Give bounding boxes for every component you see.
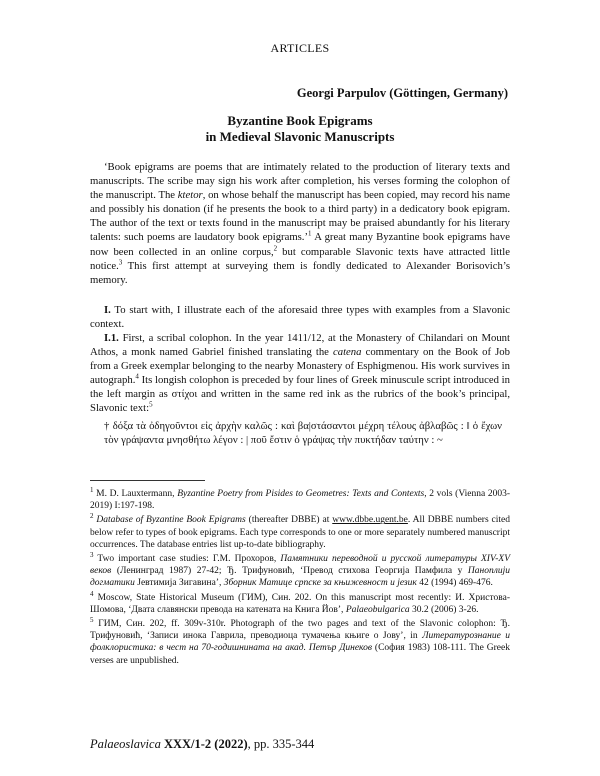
catena-term: catena xyxy=(333,346,362,359)
page-range: , pp. 335-344 xyxy=(247,737,315,751)
greek-verse-quote: † δόξα τὰ ὀδηγοῦντοι εἰς ἀρχὴν καλῶς : καὶ βα|στάσαντοι μέχρη τέλους ἀβλαβῶς : ‖ ὁ ἔχων τὸν γράψαντα μνησθήτω λέγον : | ποῦ ἔστιν ὁ γράψας τὴν πυκτήδαν ταύτην : ~ xyxy=(104,420,502,447)
footnote-3: $^3$ Two important case studies: Г.М. Прохоров, Памятники переводной и русской литературы XIV-XV веков (Ленинград 1987) 27-42; Ђ. Трифуновић, ‘Превод стихова Георгија Памфила у Паноплији догматики Јевтимија Зигавина’, Зборник Матице српске за књижевност и језик 42 (1994) 469-476. xyxy=(90,550,510,589)
footnote-2: $^2$ Database of Byzantine Book Epigrams (thereafter DBBE) at www.dbbe.ugent.be. All DBBE numbers cited below refer to types of book epigrams. Each type corresponds to one or more separately numbered manuscript occurrences. The database entries list up-to-date bibliography. xyxy=(90,512,511,550)
section-1-1-paragraph: I.1. First, a scribal colophon. In the year 1411/12, at the Monastery of Chilandari on Mount Athos, a monk named Gabriel finished translating the catena commentary on the Book of Job from a Greek exemplar belonging to the nearby Monastery of Esphigmenou. His work survives in autograph.$^4$ Its longish colophon is preceded by four lines of Greek minuscule script introduced in the left margin as στίχοι and written in the same red ink as the rubrics of the book’s principal, Slavonic text:$^5$ xyxy=(90,332,510,415)
ktetor-term: ktetor xyxy=(177,189,203,202)
footnote-ref-3[interactable]: 3 xyxy=(118,258,123,267)
footnote-ref-2[interactable]: 2 xyxy=(273,244,278,252)
footnote-divider xyxy=(90,480,205,481)
running-header: ARTICLES xyxy=(270,41,330,55)
footnote-ref-4[interactable]: 4 xyxy=(135,372,139,381)
section-1-paragraph: I. To start with, I illustrate each of the aforesaid three types with examples from a Slavonic context. xyxy=(90,304,510,331)
title-line-1: Byzantine Book Epigrams xyxy=(227,113,373,128)
section-1-label: I. xyxy=(104,304,111,316)
footnote-5: $^5$ ГИМ, Син. 202, ff. 309v-310r. Photograph of the two pages and text of the Slavonic colophon: Ђ. Трифуновић, ‘Записи инока Гаврила, преводиоца тумачења књиге о Јову’, in Литературознание и фолклористика: в чест на 70-годишнината на акад. Петър Динеков (София 1983) 108-111. The Greek verses are unpublished. xyxy=(90,615,510,666)
author-line: Georgi Parpulov (Göttingen, Germany) xyxy=(296,86,508,100)
journal-name: Palaeoslavica xyxy=(90,737,161,751)
journal-footer xyxy=(90,737,314,752)
footnote-4: $^4$ Moscow, State Historical Museum (ГИМ), Син. 202. On this manuscript most recently: И. Христова-Шомова, ‘Двата славянски превода на катената на Книга Йов’, Palaeobulgarica 30.2 (2006) 3-26. xyxy=(90,589,510,615)
footnote-ref-1[interactable]: 1 xyxy=(308,229,312,238)
dbbe-link[interactable]: www.dbbe.ugent.be xyxy=(332,515,408,526)
journal-volume: XXX/1-2 (2022) xyxy=(160,737,248,751)
footnotes xyxy=(90,485,511,669)
article-title xyxy=(0,113,600,145)
intro-paragraph: ‘Book epigrams are poems that are intimately related to the production of literary texts and manuscripts. The scribe may sign his work after completion, his verses forming the colophon of the manuscript. The ktetor, on whose behalf the manuscript has been copied, may record his name and possibly his donation (if he presents the book to a third party) in a dedicatory book epigram. The author of the text or texts found in the manuscript may be praised abundantly for his literary talents: such poems are laudatory book epigrams.’$^1$ A great many Byzantine book epigrams have now been collected in an online corpus,$^2$ but comparable Slavonic texts have attracted little notice.$^3$ This first attempt at surveying them is fondly dedicated to Alexander Borisovich’s memory. xyxy=(90,161,510,286)
footnote-ref-5[interactable]: 5 xyxy=(149,400,153,409)
section-1-1-label: I.1. xyxy=(104,332,119,344)
title-line-2: in Medieval Slavonic Manuscripts xyxy=(205,129,395,144)
footnote-1: $^1$ M. D. Lauxtermann, Byzantine Poetry from Pisides to Geometres: Texts and Contexts, 2 vols (Vienna 2003-2019) I:197-198. xyxy=(90,485,511,512)
